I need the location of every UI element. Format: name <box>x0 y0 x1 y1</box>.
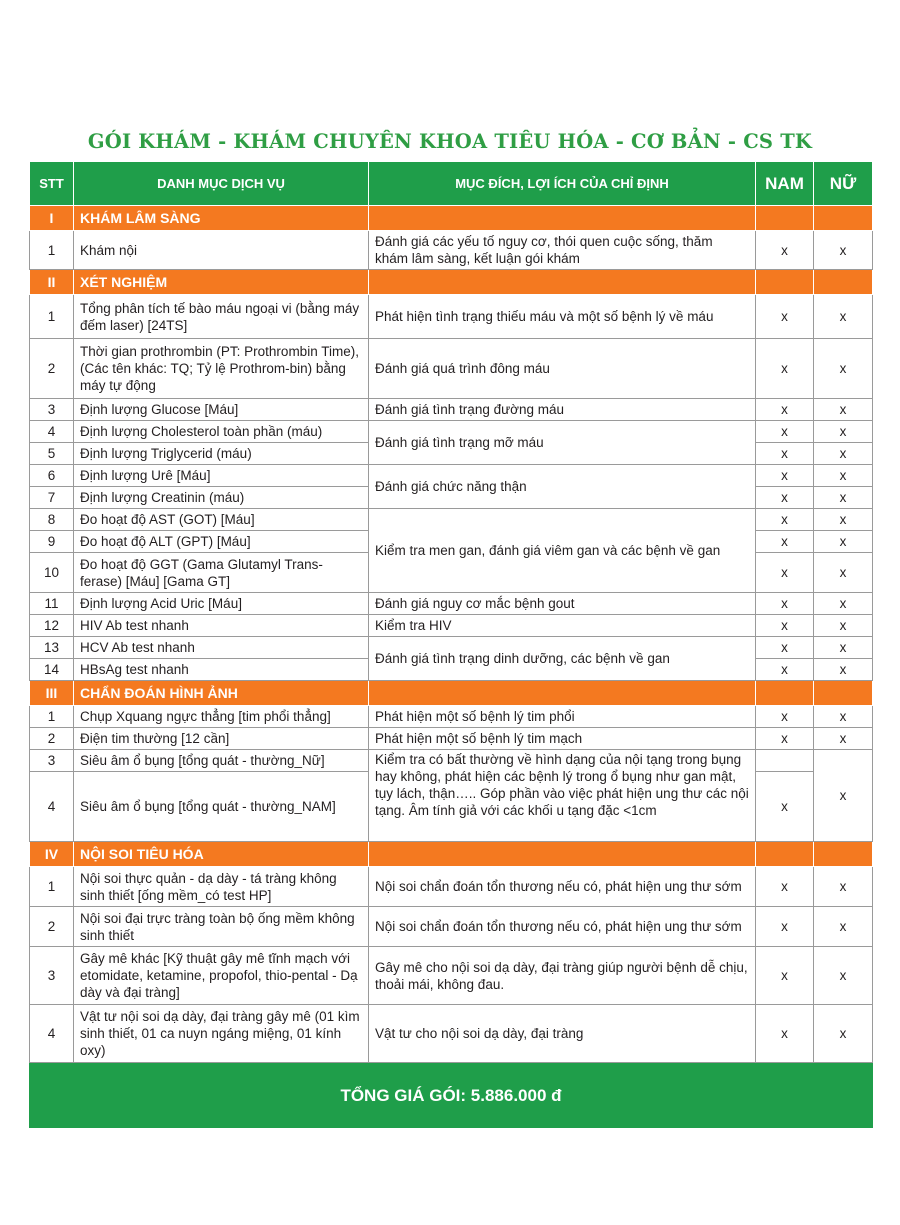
row-male: x <box>756 706 814 728</box>
row-male: x <box>756 443 814 465</box>
table-row <box>30 615 873 637</box>
section-number: II <box>30 270 74 295</box>
row-service: Điện tim thường [12 cần] <box>74 728 369 750</box>
row-service: Gây mê khác [Kỹ thuật gây mê tĩnh mạch với etomidate, ketamine, propofol, thio-pental - Dạ dày và đại tràng] <box>74 947 369 1005</box>
row-purpose: Kiểm tra có bất thường về hình dạng của nội tạng trong bụng hay không, phát hiện các bệnh lý trong ổ bụng như gan mật, tụy lách, thận….. Góp phần vào việc phát hiện ung thư các nội tạng. Âm tính giả với các khối u tạng đặc <1cm <box>369 750 756 842</box>
row-service: Nội soi đại trực tràng toàn bộ ống mềm không sinh thiết <box>74 907 369 947</box>
section-number: IV <box>30 842 74 867</box>
row-service: Thời gian prothrombin (PT: Prothrombin Time), (Các tên khác: TQ; Tỷ lệ Prothrom-bin) bằng máy tự động <box>74 339 369 399</box>
row-male: x <box>756 339 814 399</box>
total-row <box>30 1063 873 1128</box>
table-row <box>30 593 873 615</box>
row-service: Đo hoạt độ AST (GOT) [Máu] <box>74 509 369 531</box>
header-male: NAM <box>756 162 814 206</box>
total-price: TỔNG GIÁ GÓI: 5.886.000 đ <box>30 1063 873 1128</box>
section-row <box>30 270 873 295</box>
row-male <box>756 750 814 772</box>
row-stt: 5 <box>30 443 74 465</box>
row-female: x <box>814 399 873 421</box>
row-male: x <box>756 465 814 487</box>
row-female: x <box>814 728 873 750</box>
table-header <box>30 162 873 206</box>
row-female: x <box>814 867 873 907</box>
row-male: x <box>756 421 814 443</box>
section-name: CHẨN ĐOÁN HÌNH ẢNH <box>74 681 369 706</box>
table-row <box>30 399 873 421</box>
row-stt: 3 <box>30 947 74 1005</box>
table-row <box>30 231 873 270</box>
row-male: x <box>756 487 814 509</box>
row-purpose: Nội soi chẩn đoán tổn thương nếu có, phát hiện ung thư sớm <box>369 907 756 947</box>
row-female: x <box>814 637 873 659</box>
row-purpose: Gây mê cho nội soi dạ dày, đại tràng giúp người bệnh dễ chịu, thoải mái, không đau. <box>369 947 756 1005</box>
row-female: x <box>814 593 873 615</box>
table-row <box>30 947 873 1005</box>
row-service: Định lượng Cholesterol toàn phần (máu) <box>74 421 369 443</box>
row-service: Tổng phân tích tế bào máu ngoại vi (bằng máy đếm laser) [24TS] <box>74 295 369 339</box>
row-purpose: Đánh giá chức năng thận <box>369 465 756 509</box>
row-stt: 3 <box>30 399 74 421</box>
row-service: Định lượng Urê [Máu] <box>74 465 369 487</box>
header-service: DANH MỤC DỊCH VỤ <box>74 162 369 206</box>
row-female: x <box>814 907 873 947</box>
section-name: NỘI SOI TIÊU HÓA <box>74 842 369 867</box>
row-stt: 1 <box>30 295 74 339</box>
row-purpose: Phát hiện một số bệnh lý tim mạch <box>369 728 756 750</box>
row-female: x <box>814 615 873 637</box>
row-female: x <box>814 295 873 339</box>
header-purpose: MỤC ĐÍCH, LỢI ÍCH CỦA CHỈ ĐỊNH <box>369 162 756 206</box>
row-service: Đo hoạt độ GGT (Gama Glutamyl Trans-ferase) [Máu] [Gama GT] <box>74 553 369 593</box>
row-male: x <box>756 231 814 270</box>
table-row <box>30 706 873 728</box>
row-stt: 12 <box>30 615 74 637</box>
row-purpose: Đánh giá tình trạng mỡ máu <box>369 421 756 465</box>
row-male: x <box>756 615 814 637</box>
row-male: x <box>756 728 814 750</box>
row-male: x <box>756 553 814 593</box>
row-service: HCV Ab test nhanh <box>74 637 369 659</box>
row-stt: 8 <box>30 509 74 531</box>
row-purpose: Phát hiện tình trạng thiếu máu và một số bệnh lý về máu <box>369 295 756 339</box>
row-service: HIV Ab test nhanh <box>74 615 369 637</box>
table-row <box>30 509 873 531</box>
section-row <box>30 206 873 231</box>
table-row <box>30 295 873 339</box>
table-row <box>30 465 873 487</box>
row-service: Chụp Xquang ngực thẳng [tim phổi thẳng] <box>74 706 369 728</box>
page-title: GÓI KHÁM - KHÁM CHUYÊN KHOA TIÊU HÓA - CƠ BẢN - CS TK <box>87 130 813 153</box>
row-stt: 13 <box>30 637 74 659</box>
section-row <box>30 842 873 867</box>
row-female: x <box>814 553 873 593</box>
row-female: x <box>814 947 873 1005</box>
section-name: XÉT NGHIỆM <box>74 270 369 295</box>
row-purpose: Đánh giá nguy cơ mắc bệnh gout <box>369 593 756 615</box>
row-stt: 10 <box>30 553 74 593</box>
header-female: NỮ <box>814 162 873 206</box>
row-service: Siêu âm ổ bụng [tổng quát - thường_NAM] <box>74 772 369 842</box>
row-stt: 2 <box>30 728 74 750</box>
row-purpose: Phát hiện một số bệnh lý tim phổi <box>369 706 756 728</box>
section-name: KHÁM LÂM SÀNG <box>74 206 369 231</box>
row-female: x <box>814 443 873 465</box>
row-purpose: Đánh giá các yếu tố nguy cơ, thói quen cuộc sống, thăm khám lâm sàng, kết luận gói khám <box>369 231 756 270</box>
row-service: Vật tư nội soi dạ dày, đại tràng gây mê (01 kìm sinh thiết, 01 ca nuyn ngáng miệng, 01 kính oxy) <box>74 1005 369 1063</box>
section-row <box>30 681 873 706</box>
row-male: x <box>756 509 814 531</box>
row-service: Khám nội <box>74 231 369 270</box>
row-purpose: Kiểm tra men gan, đánh giá viêm gan và các bệnh về gan <box>369 509 756 593</box>
row-female: x <box>814 509 873 531</box>
row-male: x <box>756 947 814 1005</box>
row-service: Đo hoạt độ ALT (GPT) [Máu] <box>74 531 369 553</box>
table-row <box>30 339 873 399</box>
row-stt: 7 <box>30 487 74 509</box>
row-stt: 3 <box>30 750 74 772</box>
table-row <box>30 907 873 947</box>
row-female: x <box>814 706 873 728</box>
row-stt: 11 <box>30 593 74 615</box>
table-row <box>30 867 873 907</box>
table-row <box>30 750 873 772</box>
row-stt: 4 <box>30 772 74 842</box>
table-row <box>30 421 873 443</box>
row-service: Nội soi thực quản - dạ dày - tá tràng không sinh thiết [ống mềm_có test HP] <box>74 867 369 907</box>
row-purpose: Nội soi chẩn đoán tổn thương nếu có, phát hiện ung thư sớm <box>369 867 756 907</box>
row-female: x <box>814 1005 873 1063</box>
row-stt: 4 <box>30 421 74 443</box>
service-table <box>29 161 873 1128</box>
header-stt: STT <box>30 162 74 206</box>
section-number: I <box>30 206 74 231</box>
table-row <box>30 637 873 659</box>
row-female: x <box>814 750 873 842</box>
row-stt: 1 <box>30 867 74 907</box>
table-row <box>30 728 873 750</box>
row-purpose: Đánh giá tình trạng đường máu <box>369 399 756 421</box>
row-male: x <box>756 593 814 615</box>
row-service: Định lượng Triglycerid (máu) <box>74 443 369 465</box>
row-male: x <box>756 531 814 553</box>
row-female: x <box>814 339 873 399</box>
row-male: x <box>756 637 814 659</box>
row-purpose: Đánh giá tình trạng dinh dưỡng, các bệnh về gan <box>369 637 756 681</box>
row-female: x <box>814 531 873 553</box>
row-stt: 4 <box>30 1005 74 1063</box>
row-service: Định lượng Acid Uric [Máu] <box>74 593 369 615</box>
row-stt: 14 <box>30 659 74 681</box>
row-female: x <box>814 487 873 509</box>
row-female: x <box>814 231 873 270</box>
row-service: HBsAg test nhanh <box>74 659 369 681</box>
row-stt: 1 <box>30 706 74 728</box>
row-stt: 1 <box>30 231 74 270</box>
row-purpose: Vật tư cho nội soi dạ dày, đại tràng <box>369 1005 756 1063</box>
section-number: III <box>30 681 74 706</box>
row-male: x <box>756 907 814 947</box>
row-male: x <box>756 772 814 842</box>
row-stt: 2 <box>30 907 74 947</box>
row-service: Siêu âm ổ bụng [tổng quát - thường_Nữ] <box>74 750 369 772</box>
row-purpose: Đánh giá quá trình đông máu <box>369 339 756 399</box>
row-female: x <box>814 659 873 681</box>
row-purpose: Kiểm tra HIV <box>369 615 756 637</box>
row-male: x <box>756 867 814 907</box>
row-male: x <box>756 1005 814 1063</box>
row-stt: 2 <box>30 339 74 399</box>
row-male: x <box>756 295 814 339</box>
row-service: Định lượng Glucose [Máu] <box>74 399 369 421</box>
row-male: x <box>756 659 814 681</box>
row-female: x <box>814 421 873 443</box>
row-female: x <box>814 465 873 487</box>
row-stt: 6 <box>30 465 74 487</box>
table-row <box>30 1005 873 1063</box>
row-male: x <box>756 399 814 421</box>
row-stt: 9 <box>30 531 74 553</box>
row-service: Định lượng Creatinin (máu) <box>74 487 369 509</box>
